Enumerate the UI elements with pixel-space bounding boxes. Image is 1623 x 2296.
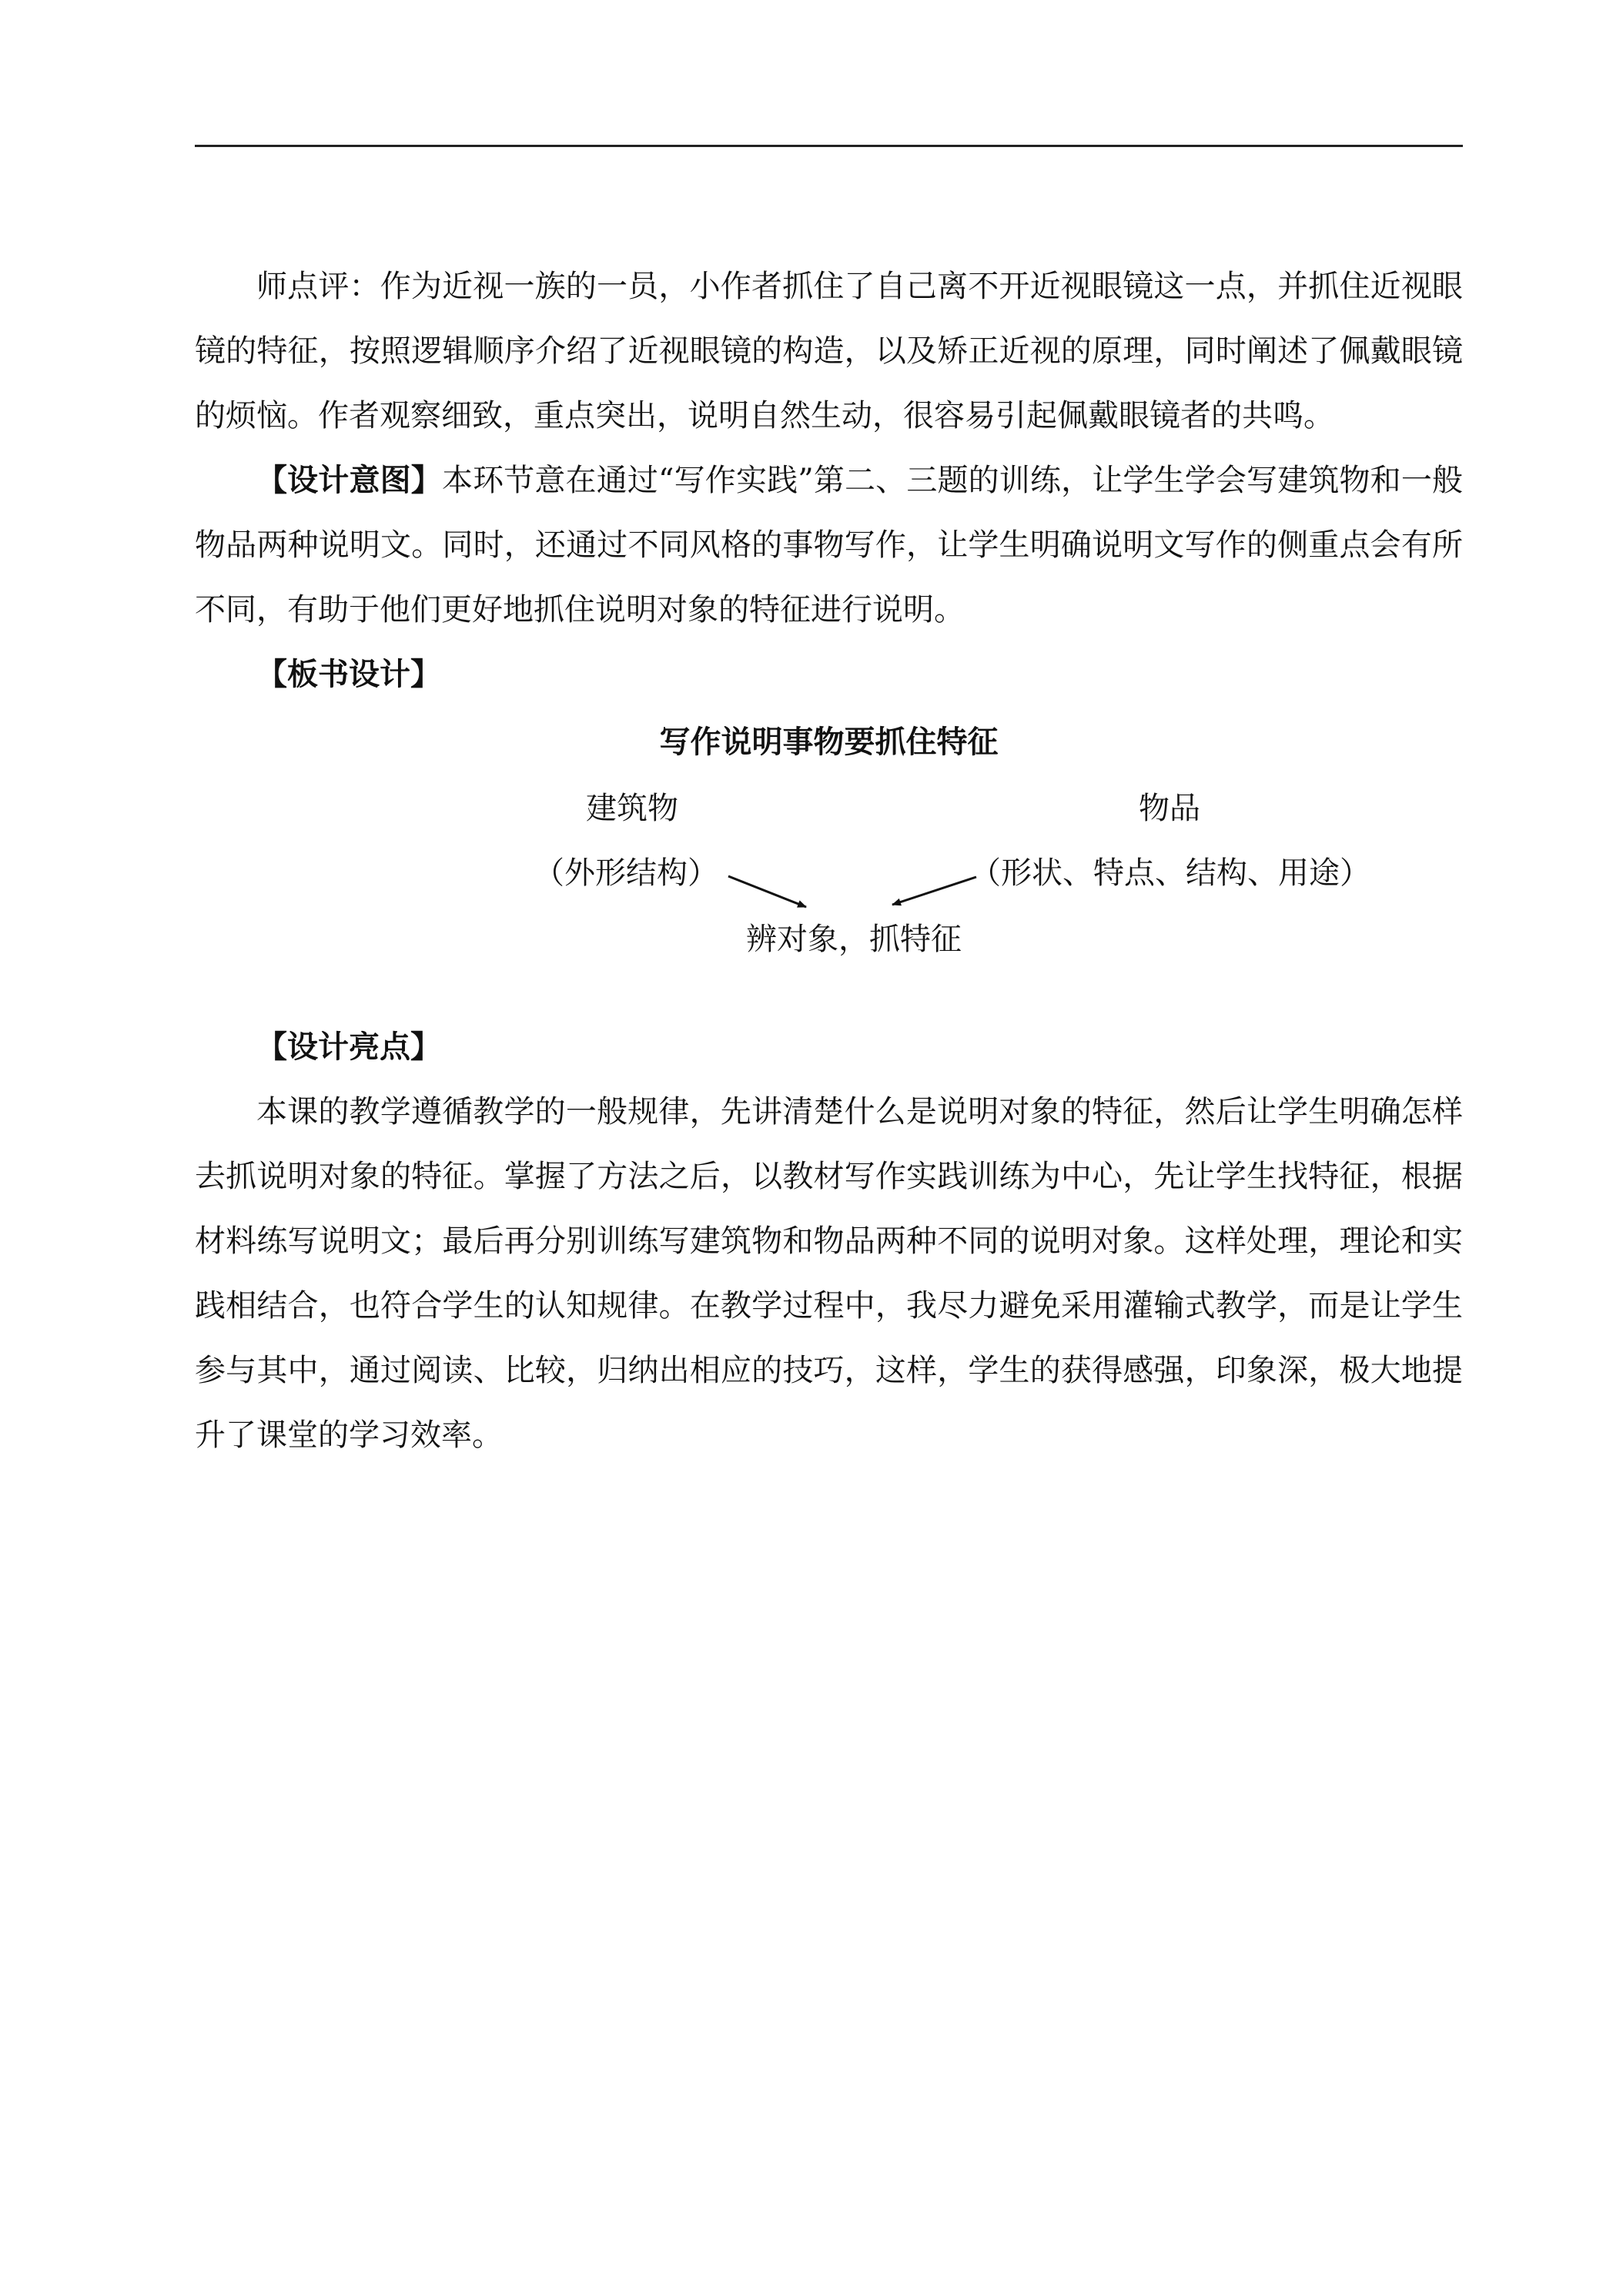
design-intent-paragraph: [195, 448, 1463, 642]
board-design-heading: 【板书设计】: [256, 657, 441, 692]
teacher-comment-text: 师点评：作为近视一族的一员，小作者抓住了自己离不开近视眼镜这一点，并抓住近视眼镜的特征，按照逻辑顺序介绍了近视眼镜的构造，以及矫正近视的原理，同时阐述了佩戴眼镜的烦恼。作者观察细致，重点突出，说明自然生动，很容易引起佩戴眼镜者的共鸣。: [195, 269, 1463, 433]
left-arrow: [728, 876, 806, 907]
board-diagram: [195, 707, 1463, 1015]
board-left-label: 建筑物: [586, 791, 678, 826]
highlights-heading: 【设计亮点】: [256, 1029, 441, 1065]
highlights-paragraph: [195, 1079, 1463, 1468]
board-right-label: 物品: [1139, 791, 1200, 826]
document-body: [195, 254, 1463, 1468]
board-title: 写作说明事物要抓住特征: [659, 725, 999, 760]
right-arrow: [892, 877, 976, 905]
design-intent-text: 本环节意在通过“写作实践”第二、三题的训练，让学生学会写建筑物和一般物品两种说明文。同时，还通过不同风格的事物写作，让学生明确说明文写作的侧重点会有所不同，有助于他们更好地抓住说明对象的特征进行说明。: [195, 463, 1463, 628]
board-center: 辨对象，抓特征: [746, 922, 962, 957]
board-left-sub: （外形结构）: [534, 855, 718, 891]
teacher-comment: [195, 254, 1463, 448]
header-rule: [195, 145, 1463, 147]
board-arrows: [195, 707, 1463, 1015]
highlights-text: 本课的教学遵循教学的一般规律，先讲清楚什么是说明对象的特征，然后让学生明确怎样去抓说明对象的特征。掌握了方法之后，以教材写作实践训练为中心，先让学生找特征，根据材料练写说明文；最后再分别训练写建筑物和物品两种不同的说明对象。这样处理，理论和实践相结合，也符合学生的认知规律。在教学过程中，我尽力避免采用灌输式教学，而是让学生参与其中，通过阅读、比较，归纳出相应的技巧，这样，学生的获得感强，印象深，极大地提升了课堂的学习效率。: [195, 1094, 1463, 1453]
board-right-sub: （形状、特点、结构、用途）: [970, 855, 1370, 891]
design-intent-heading: 【设计意图】: [256, 463, 442, 498]
